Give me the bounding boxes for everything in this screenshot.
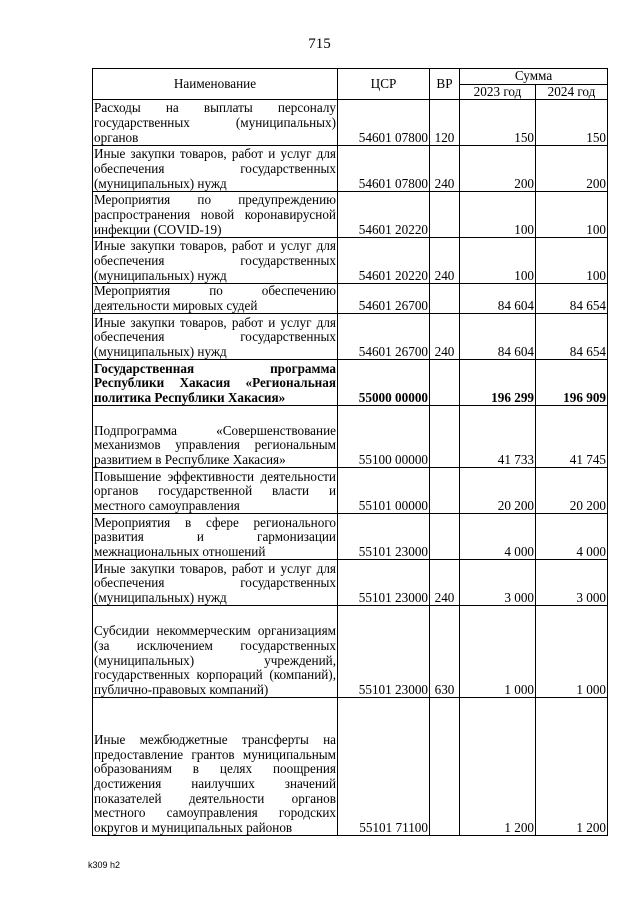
table-row bbox=[93, 100, 608, 146]
row-amount-2023: 3 000 bbox=[460, 560, 536, 606]
row-name: Повышение эффективности деятельности органов государственной власти и местного самоуправления bbox=[94, 468, 336, 513]
row-amount-2024: 3 000 bbox=[536, 560, 608, 606]
table-row bbox=[93, 192, 608, 238]
row-amount-2024: 84 654 bbox=[536, 314, 608, 360]
row-amount-2023: 150 bbox=[460, 100, 536, 146]
header-csr: ЦСР bbox=[338, 69, 430, 100]
row-name: Мероприятия в сфере регионального развития и гармонизации межнациональных отношений bbox=[94, 514, 336, 559]
row-amount-2023: 100 bbox=[460, 238, 536, 284]
row-csr: 55100 00000 bbox=[338, 406, 430, 468]
row-name: Иные закупки товаров, работ и услуг для обеспечения государственных (муниципальных) нужд bbox=[94, 146, 336, 191]
row-amount-2023: 84 604 bbox=[460, 314, 536, 360]
row-amount-2023: 41 733 bbox=[460, 406, 536, 468]
row-csr: 54601 20220 bbox=[338, 238, 430, 284]
header-year-2024: 2024 год bbox=[536, 84, 608, 100]
table-row bbox=[93, 698, 608, 836]
page-number: 715 bbox=[308, 36, 331, 52]
row-csr: 54601 26700 bbox=[338, 314, 430, 360]
row-name: Иные закупки товаров, работ и услуг для обеспечения государственных (муниципальных) нужд bbox=[94, 560, 336, 605]
row-csr: 55101 00000 bbox=[338, 468, 430, 514]
table-header bbox=[93, 69, 608, 100]
row-csr: 55000 00000 bbox=[338, 360, 430, 406]
row-vr: 240 bbox=[430, 238, 460, 284]
row-amount-2024: 200 bbox=[536, 146, 608, 192]
table-row bbox=[93, 314, 608, 360]
row-vr bbox=[430, 468, 460, 514]
table-row bbox=[93, 146, 608, 192]
row-name: Подпрограмма «Совершенствование механизмов управления региональным развитием в Республике Хакасия» bbox=[93, 406, 338, 468]
row-vr bbox=[430, 514, 460, 560]
row-amount-2024: 150 bbox=[536, 100, 608, 146]
table-row bbox=[93, 360, 608, 406]
row-csr: 54601 07800 bbox=[338, 100, 430, 146]
row-vr: 240 bbox=[430, 560, 460, 606]
row-csr: 54601 20220 bbox=[338, 192, 430, 238]
table-row bbox=[93, 514, 608, 560]
row-vr bbox=[430, 360, 460, 406]
header-name: Наименование bbox=[93, 69, 338, 100]
row-name: Государственная программа Республики Хакасия «Региональная политика Республики Хакасия» bbox=[94, 360, 336, 405]
row-vr: 240 bbox=[430, 314, 460, 360]
row-name: Мероприятия по предупреждению распространения новой коронавирусной инфекции (COVID-19) bbox=[94, 192, 336, 237]
row-csr: 55101 23000 bbox=[338, 514, 430, 560]
row-vr bbox=[430, 192, 460, 238]
row-csr: 55101 71100 bbox=[338, 698, 430, 836]
table-row bbox=[93, 284, 608, 314]
row-amount-2023: 20 200 bbox=[460, 468, 536, 514]
table-row bbox=[93, 606, 608, 698]
table-row bbox=[93, 406, 608, 468]
table-row bbox=[93, 468, 608, 514]
row-vr: 120 bbox=[430, 100, 460, 146]
row-vr bbox=[430, 698, 460, 836]
row-amount-2023: 200 bbox=[460, 146, 536, 192]
row-amount-2023: 4 000 bbox=[460, 514, 536, 560]
row-name: Иные закупки товаров, работ и услуг для обеспечения государственных (муниципальных) нужд bbox=[94, 238, 336, 283]
header-vr: ВР bbox=[430, 69, 460, 100]
budget-table bbox=[92, 68, 608, 836]
row-amount-2024: 100 bbox=[536, 238, 608, 284]
row-name: Субсидии некоммерческим организациям (за исключением государственных (муниципальных) учреждений, государственных корпораций (компаний), публично-правовых компаний) bbox=[93, 606, 338, 698]
row-csr: 54601 07800 bbox=[338, 146, 430, 192]
row-name: Иные закупки товаров, работ и услуг для обеспечения государственных (муниципальных) нужд bbox=[94, 314, 336, 359]
row-vr bbox=[430, 284, 460, 314]
header-year-2023: 2023 год bbox=[460, 84, 536, 100]
footer-code: k309 h2 bbox=[88, 860, 121, 870]
row-amount-2024: 4 000 bbox=[536, 514, 608, 560]
row-csr: 55101 23000 bbox=[338, 560, 430, 606]
row-name: Мероприятия по обеспечению деятельности мировых судей bbox=[94, 283, 336, 313]
row-vr: 240 bbox=[430, 146, 460, 192]
row-name: Расходы на выплаты персоналу государственных (муниципальных) органов bbox=[94, 100, 336, 145]
table-body bbox=[93, 100, 608, 836]
table-row bbox=[93, 560, 608, 606]
row-vr bbox=[430, 406, 460, 468]
row-name: Иные межбюджетные трансферты на предоставление грантов муниципальным образованиям в целях поощрения достижения наилучших значений показателей деятельности органов местного самоуправления городских округов и муниципальных районов bbox=[93, 698, 338, 836]
row-amount-2024: 84 654 bbox=[536, 284, 608, 314]
row-amount-2023: 100 bbox=[460, 192, 536, 238]
table-row bbox=[93, 238, 608, 284]
row-amount-2023: 196 299 bbox=[460, 360, 536, 406]
row-amount-2023: 84 604 bbox=[460, 284, 536, 314]
row-amount-2024: 1 200 bbox=[536, 698, 608, 836]
row-amount-2023: 1 200 bbox=[460, 698, 536, 836]
row-amount-2024: 196 909 bbox=[536, 360, 608, 406]
row-vr: 630 bbox=[430, 606, 460, 698]
row-amount-2024: 100 bbox=[536, 192, 608, 238]
row-amount-2023: 1 000 bbox=[460, 606, 536, 698]
row-csr: 54601 26700 bbox=[338, 284, 430, 314]
row-amount-2024: 1 000 bbox=[536, 606, 608, 698]
header-sum: Сумма bbox=[460, 69, 608, 85]
row-amount-2024: 41 745 bbox=[536, 406, 608, 468]
row-csr: 55101 23000 bbox=[338, 606, 430, 698]
row-amount-2024: 20 200 bbox=[536, 468, 608, 514]
